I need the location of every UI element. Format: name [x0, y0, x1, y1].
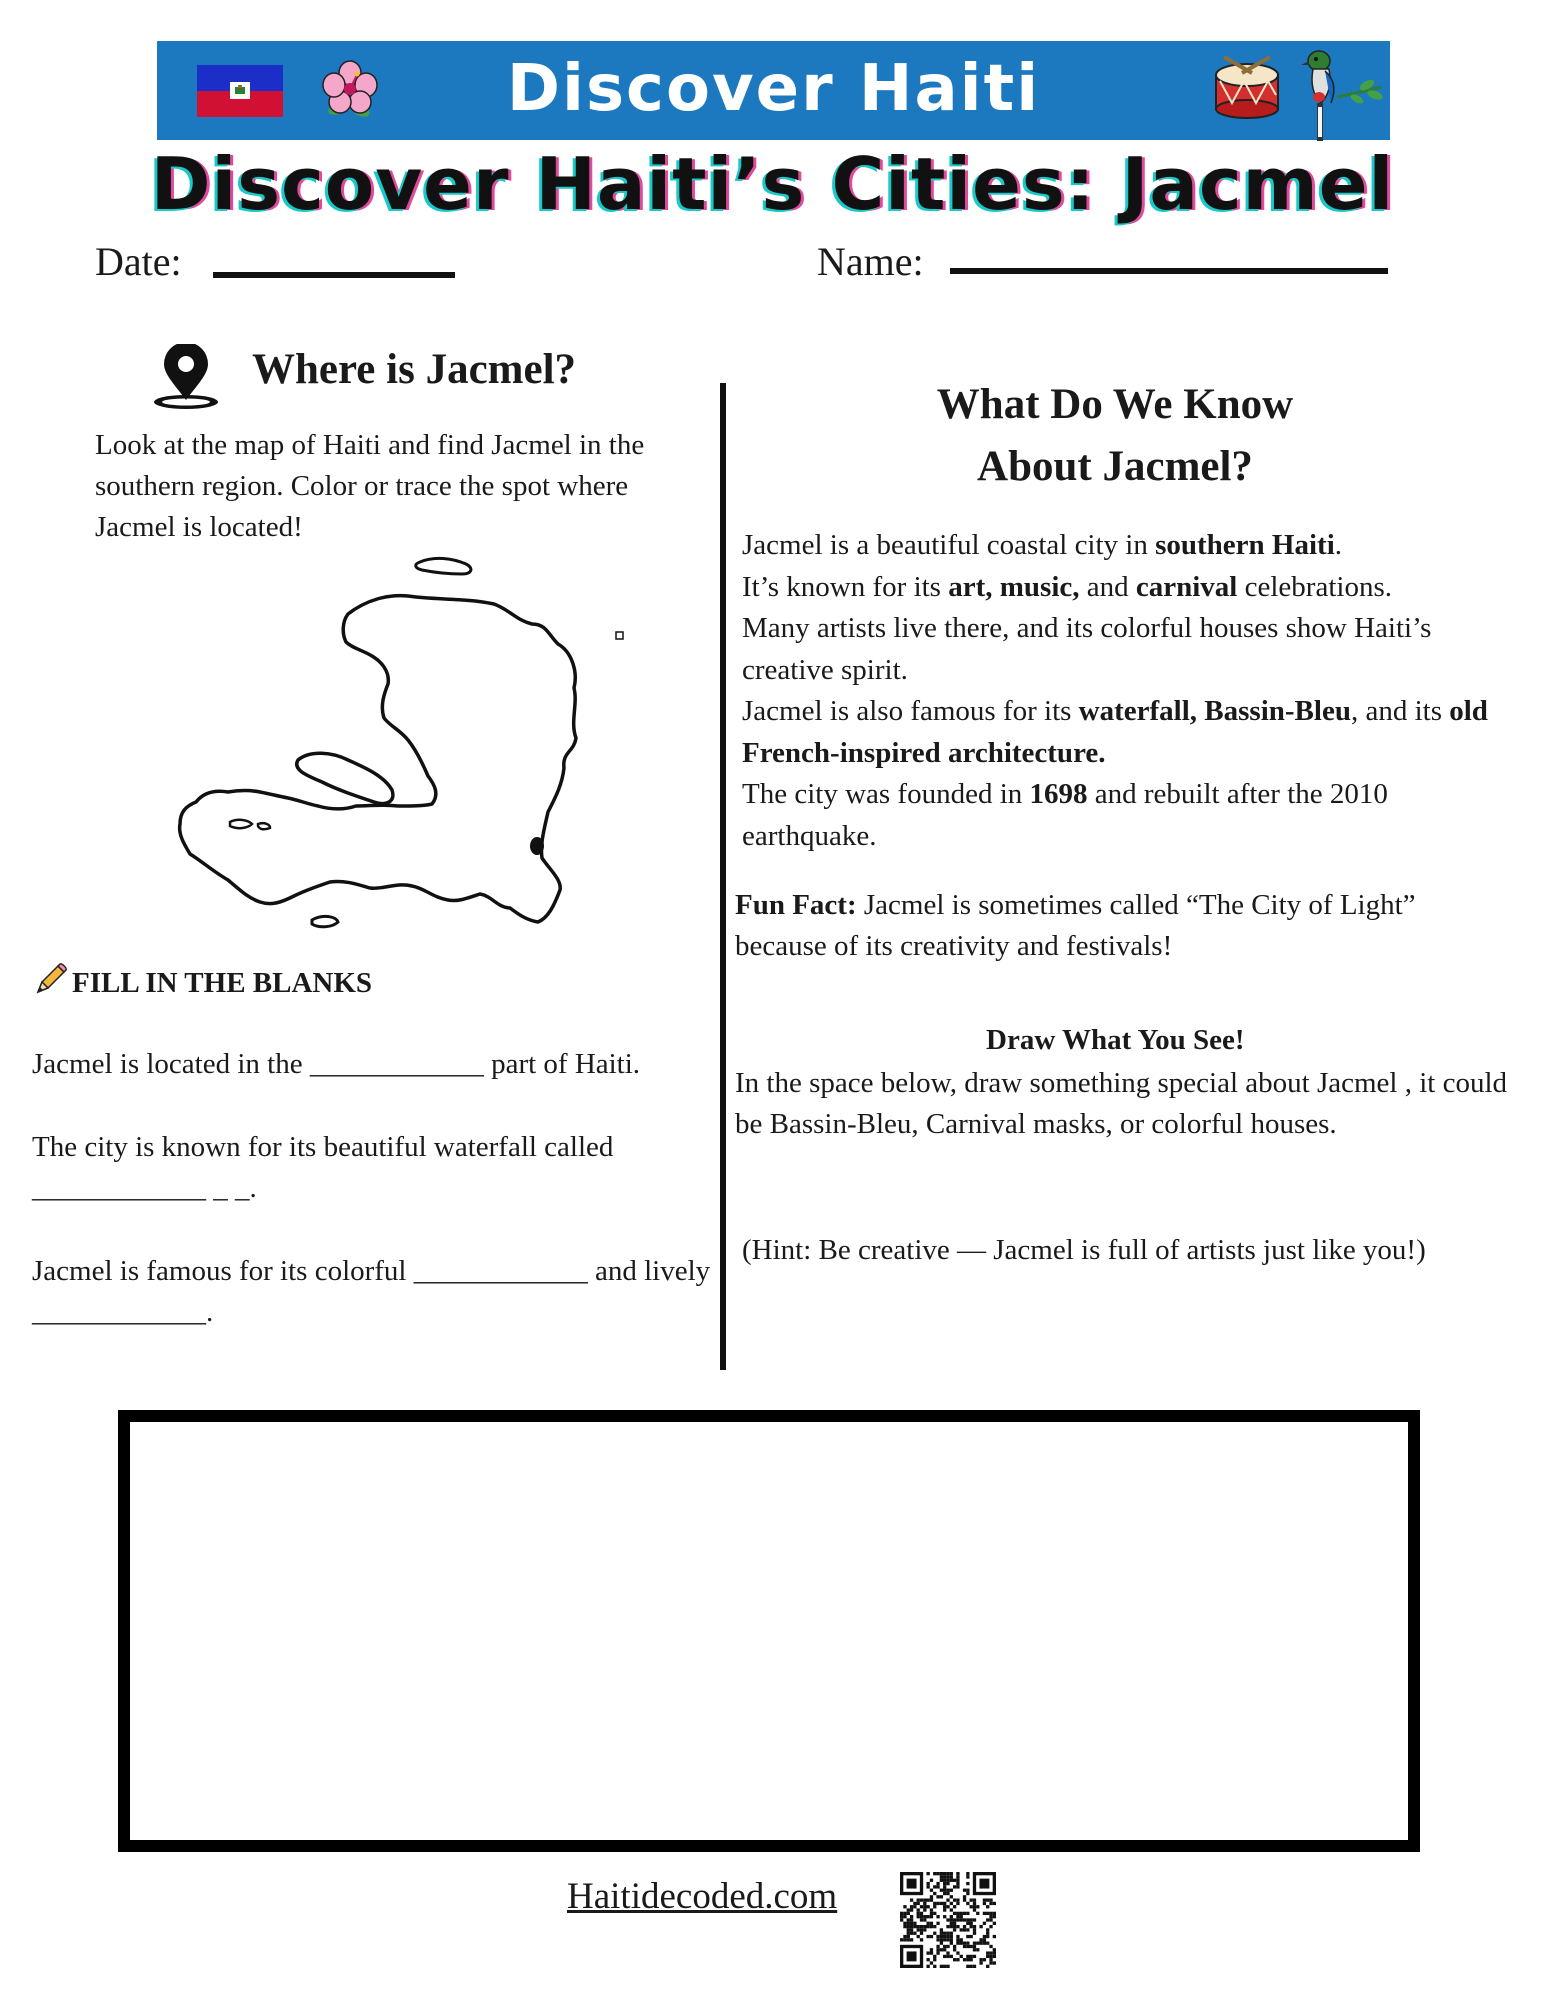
- know-paragraph: [742, 525, 1522, 857]
- where-heading: Where is Jacmel?: [252, 346, 577, 393]
- fill-blank-2[interactable]: The city is known for its beautiful waterfall called ____________ _ _.: [32, 1131, 614, 1204]
- fun-fact-text: Jacmel is sometimes called “The City of Light” because of its creativity and festivals!: [735, 889, 1416, 962]
- know-sentence-5: The city was founded in 1698 and rebuilt after the 2010 earthquake.: [742, 778, 1388, 852]
- name-line[interactable]: [950, 268, 1388, 274]
- location-pin-icon: [150, 344, 222, 410]
- fill-heading-text: FILL IN THE BLANKS: [72, 967, 373, 999]
- fill-blank-1[interactable]: Jacmel is located in the ____________ part of Haiti.: [32, 1048, 641, 1080]
- date-label: Date:: [95, 239, 182, 284]
- header-banner: [157, 41, 1390, 140]
- haiti-outline: [180, 596, 576, 922]
- jacmel-dot[interactable]: [530, 837, 544, 855]
- banner-title: Discover Haiti: [506, 52, 1041, 126]
- know-sentence-3: Many artists live there, and its colorful houses show Haiti’s creative spirit.: [742, 612, 1432, 686]
- gonave-island: [297, 753, 393, 803]
- tortuga-island: [416, 558, 471, 574]
- bird-icon: [1297, 47, 1385, 143]
- page-title: Discover Haiti’s Cities: Jacmel: [150, 142, 1395, 226]
- fun-fact: [735, 885, 1495, 967]
- know-sentence-1: Jacmel is a beautiful coastal city in southern Haiti.: [742, 529, 1343, 561]
- fill-blank-3[interactable]: Jacmel is famous for its colorful ____________ and lively ____________.: [32, 1255, 711, 1328]
- where-instructions: Look at the map of Haiti and find Jacmel in the southern region. Color or trace the spot where Jacmel is located!: [95, 429, 645, 543]
- date-line[interactable]: [213, 272, 455, 278]
- know-heading-line1: What Do We Know: [936, 381, 1294, 428]
- draw-heading: Draw What You See!: [986, 1024, 1245, 1056]
- know-sentence-4: Jacmel is also famous for its waterfall, Bassin-Bleu, and its old French-inspired architecture.: [742, 695, 1488, 769]
- haiti-map: [176, 554, 706, 946]
- pencil-icon: [32, 962, 68, 998]
- fun-fact-label: Fun Fact:: [735, 889, 857, 921]
- know-sentence-2: It’s known for its art, music, and carnival celebrations.: [742, 570, 1392, 603]
- fill-heading: [32, 962, 372, 1000]
- vache-island: [312, 916, 338, 926]
- column-divider: [720, 383, 726, 1370]
- know-heading: [880, 374, 1350, 498]
- know-heading-line2: About Jacmel?: [977, 443, 1253, 490]
- qr-code-icon[interactable]: [900, 1872, 996, 1968]
- drum-icon: [1212, 55, 1282, 121]
- map-marker-small: [616, 632, 623, 639]
- draw-instructions: In the space below, draw something special about Jacmel , it could be Bassin-Bleu, Carnival masks, or colorful houses.: [735, 1067, 1508, 1140]
- website-link[interactable]: Haitidecoded.com: [567, 1876, 838, 1917]
- drawing-area[interactable]: [118, 1410, 1420, 1852]
- draw-hint: (Hint: Be creative — Jacmel is full of artists just like you!): [742, 1234, 1426, 1266]
- cayemites-island: [230, 820, 270, 829]
- name-label: Name:: [817, 239, 924, 284]
